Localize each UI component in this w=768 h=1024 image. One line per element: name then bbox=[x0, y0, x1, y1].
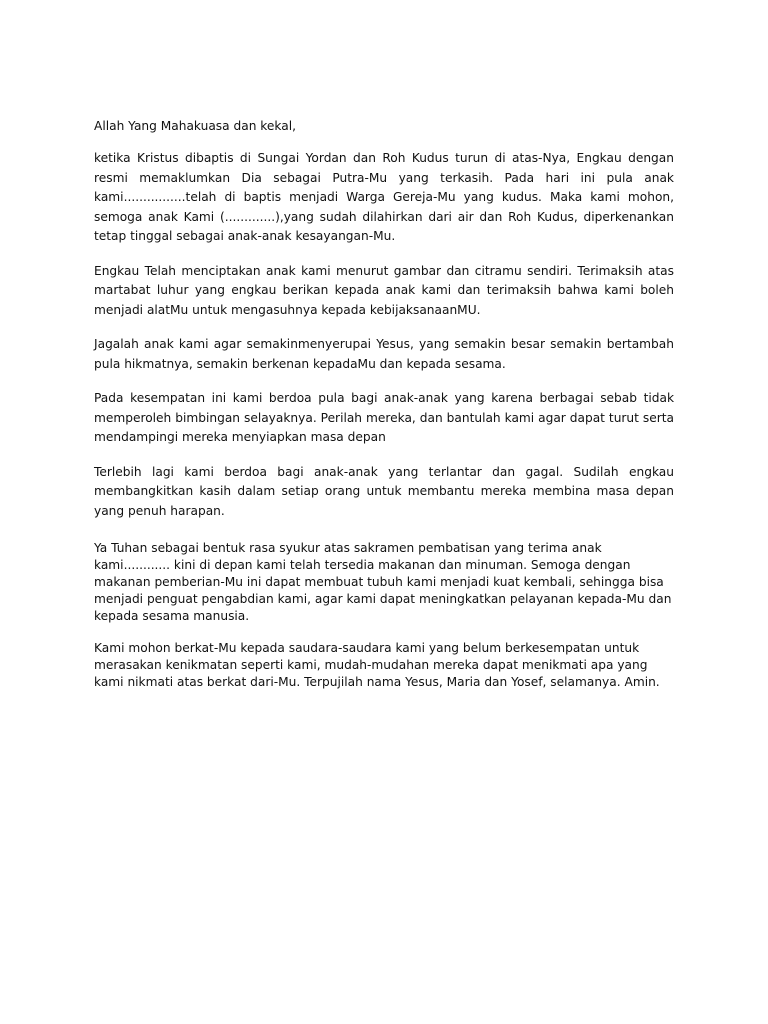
prayer-text bbox=[94, 116, 674, 691]
paragraph-other-children: Pada kesempatan ini kami berdoa pula bagi anak-anak yang karena berbagai sebab tidak memperoleh bimbingan selayaknya. Perilah mereka, dan bantulah kami agar dapat turut serta mendampingi mereka menyiapkan masa depan bbox=[94, 391, 674, 444]
paragraph-baptism: ketika Kristus dibaptis di Sungai Yordan dan Roh Kudus turun di atas-Nya, Engkau dengan resmi memaklumkan Dia sebagai Putra-Mu yang terkasih. Pada hari ini pula anak kami................telah di baptis menjadi Warga Gereja-Mu yang kudus. Maka kami mohon, semoga anak Kami (.............),yang sudah dilahirkan dari air dan Roh Kudus, diperkenankan tetap tinggal sebagai anak-anak kesayangan-Mu. bbox=[94, 151, 674, 243]
paragraph-closing: Kami mohon berkat-Mu kepada saudara-saudara kami yang belum berkesempatan untuk merasakan kenikmatan seperti kami, mudah-mudahan mereka dapat menikmati apa yang kami nikmati atas berkat dari-Mu. Terpujilah nama Yesus, Maria dan Yosef, selamanya. Amin. bbox=[94, 641, 660, 689]
paragraph-meal-blessing: Ya Tuhan sebagai bentuk rasa syukur atas sakramen pembatisan yang terima anak kami............ kini di depan kami telah tersedia makanan dan minuman. Semoga dengan makanan pemberian-Mu ini dapat membuat tubuh kami menjadi kuat kembali, sehingga bisa menjadi penguat pengabdian kami, agar kami dapat meningkatkan pelayanan kepada-Mu dan kepada sesama manusia. bbox=[94, 541, 672, 623]
paragraph-protection: Jagalah anak kami agar semakinmenyerupai Yesus, yang semakin besar semakin bertambah pula hikmatnya, semakin berkenan kepadaMu dan kepada sesama. bbox=[94, 337, 674, 371]
greeting: Allah Yang Mahakuasa dan kekal, bbox=[94, 119, 296, 133]
paragraph-creation: Engkau Telah menciptakan anak kami menurut gambar dan citramu sendiri. Terimaksih atas martabat luhur yang engkau berikan kepada anak kami dan terimaksih bahwa kami boleh menjadi alatMu untuk mengasuhnya kepada kebijaksanaanMU. bbox=[94, 263, 674, 317]
paragraph-abandoned-children: Terlebih lagi kami berdoa bagi anak-anak yang terlantar dan gagal. Sudilah engkau membangkitkan kasih dalam setiap orang untuk membantu mereka membina masa depan yang penuh harapan. bbox=[94, 464, 674, 518]
